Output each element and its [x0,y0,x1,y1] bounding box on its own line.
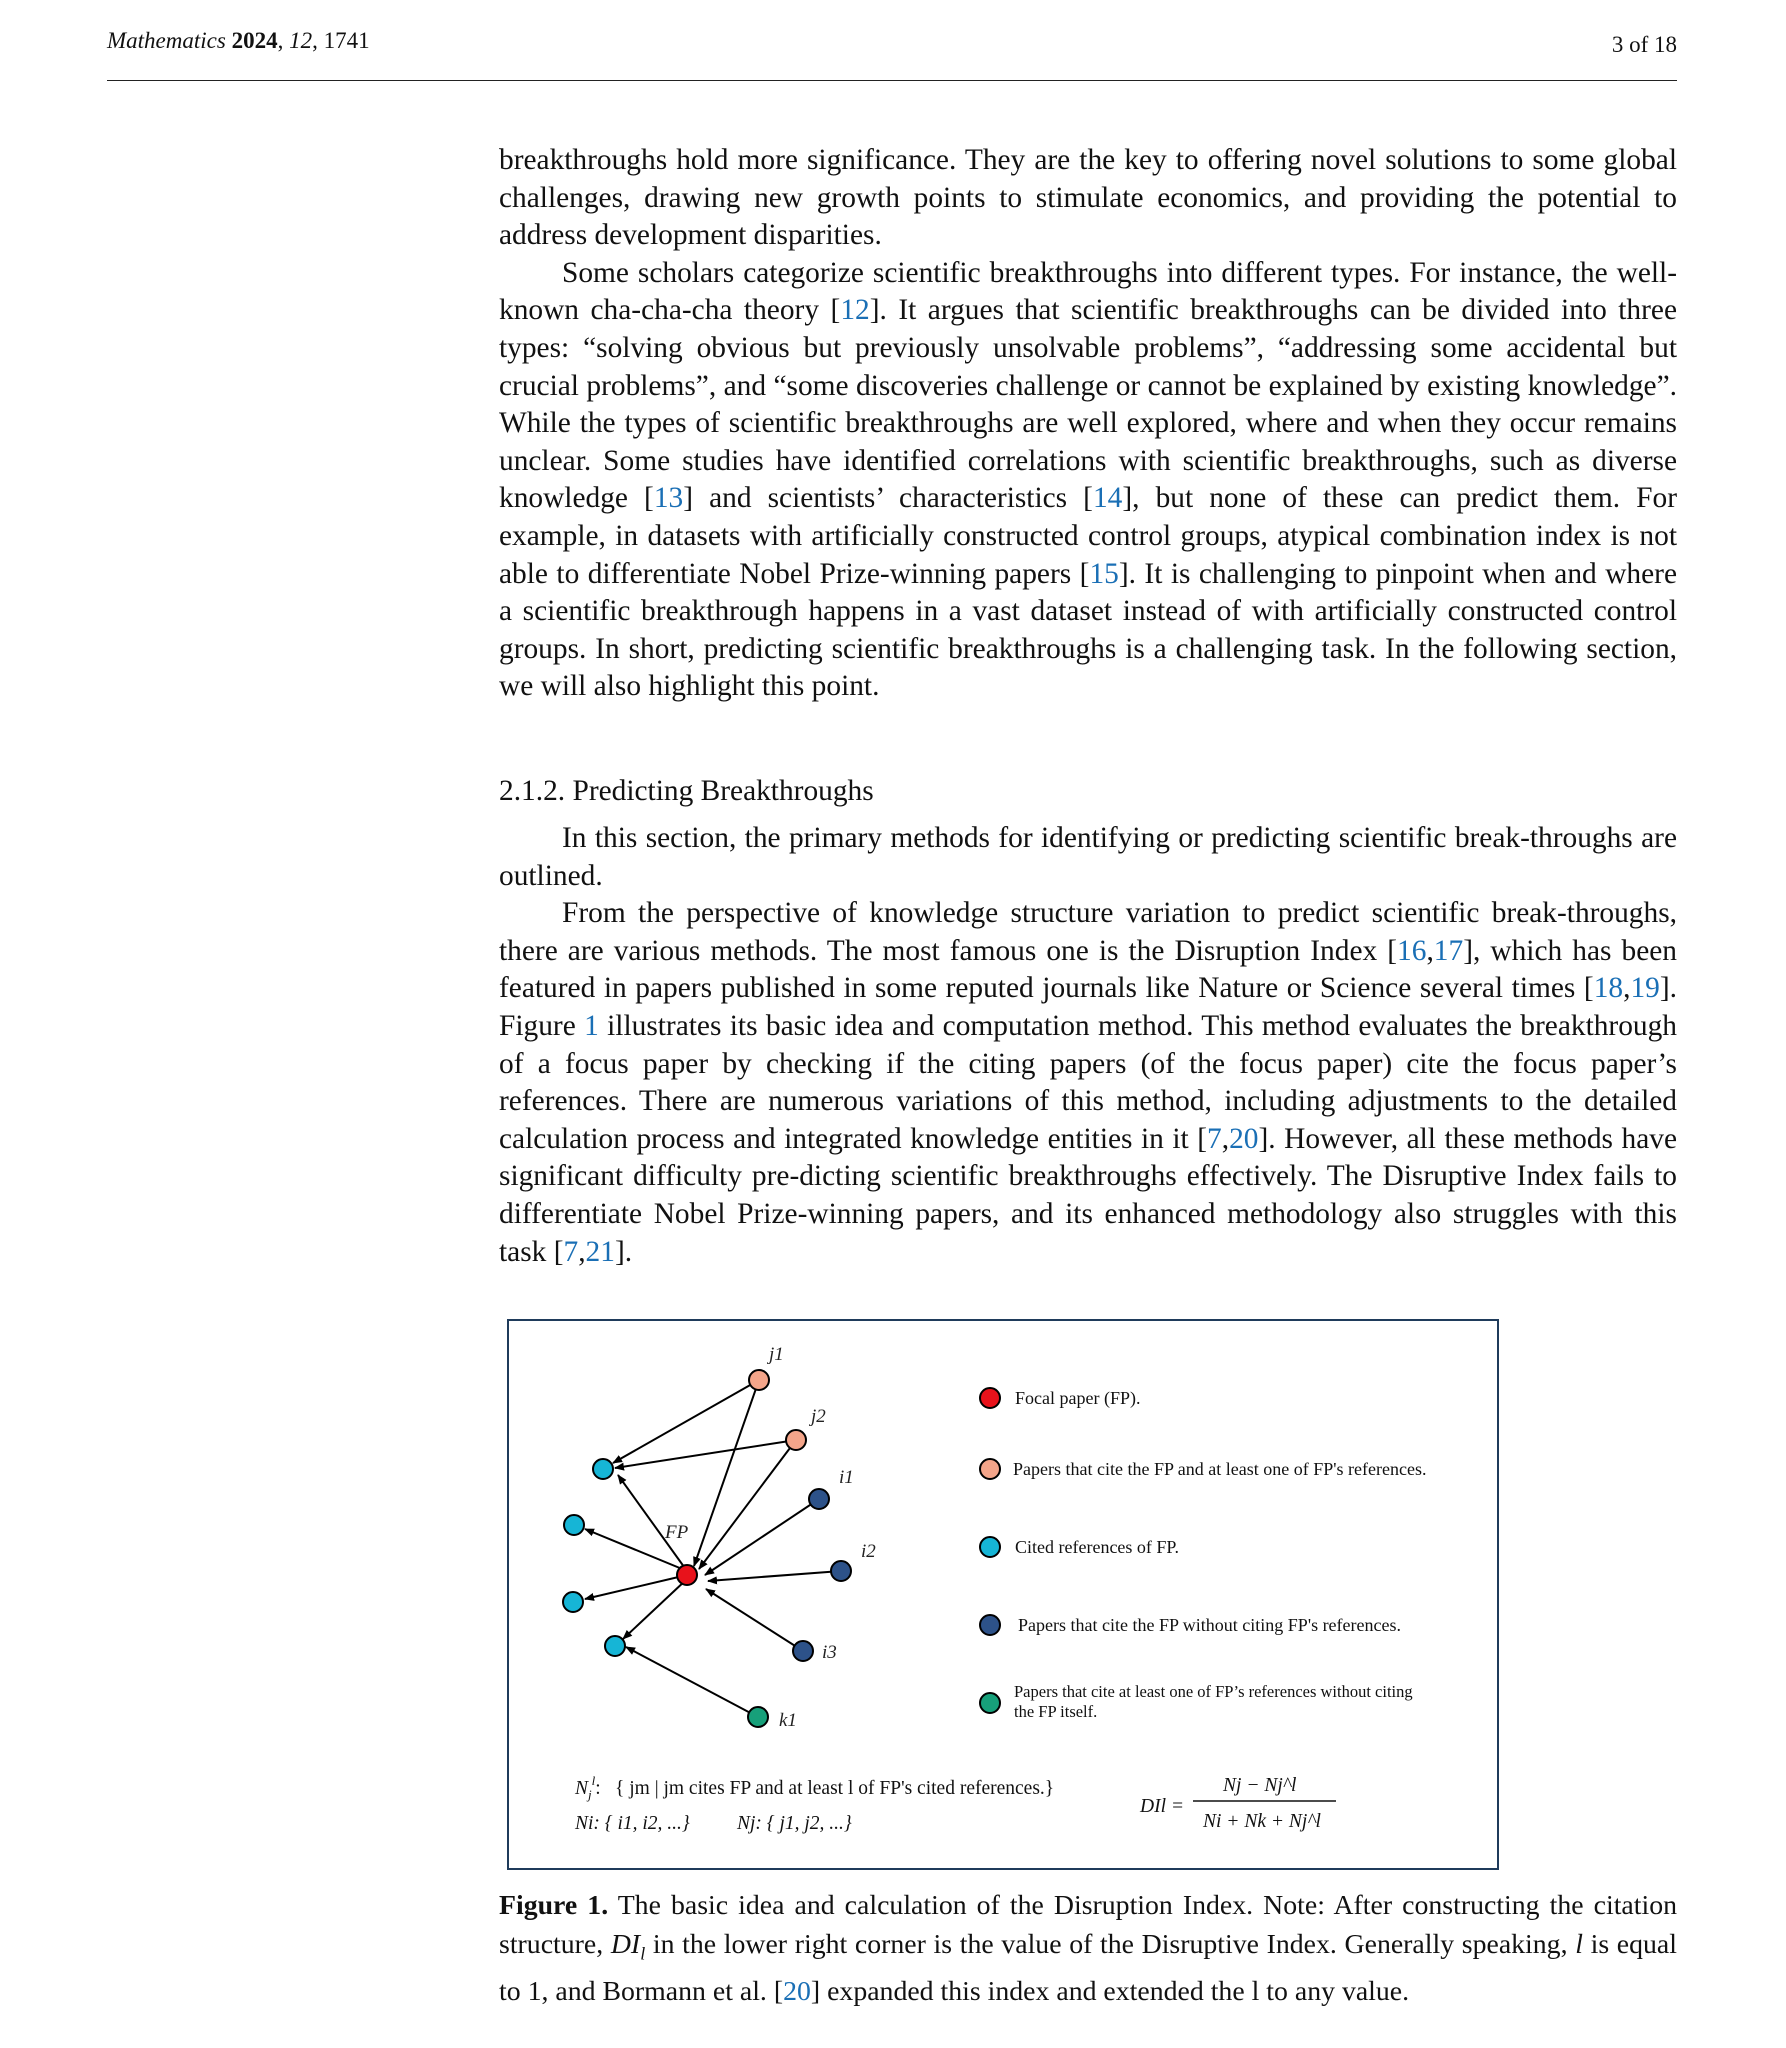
formula-numerator: Nj − Nj^l [1223,1775,1297,1796]
paragraph-1: breakthroughs hold more significance. They are the key to offering novel solutions to some global challenges, drawing new growth points to stimulate economics, and providing the potential to address development disparities. [499,144,1677,252]
label-i3: i3 [822,1642,837,1663]
legend-cite-refs-only-2: the FP itself. [1014,1702,1098,1721]
label-fp: FP [665,1522,689,1543]
label-i2: i2 [861,1541,876,1562]
journal-name: Mathematics [107,28,226,53]
formula-def-ni: Ni: { i1, i2, ...} [575,1813,690,1834]
legend-cite-fp-only-dot [980,1615,1000,1635]
paragraph-4: From the perspective of knowledge structure variation to predict scientific break-throughs, there are various methods. The most famous one is the Disruption Index [16,17], which has been featured in papers published in some reputed journals like Nature or Science several times [18,19]. Figure 1 illustrates its basic idea and computation method. This method evaluates the breakthrough of a focus paper by checking if the citing papers (of the focus paper) cite the focus paper’s references. There are numerous variations of this method, including adjustments to the detailed calculation process and integrated knowledge entities in it [7,20]. However, all these methods have significant difficulty pre-dicting scientific breakthroughs effectively. The Disruptive Index fails to differentiate Nobel Prize-winning papers, and its enhanced methodology also struggles with this task [7,21]. [499,897,1677,1268]
label-k1: k1 [779,1710,797,1731]
arrow-j2-ref [615,1440,796,1468]
citation-link[interactable]: 15 [1089,557,1119,590]
label-i1: i1 [839,1467,854,1488]
main-text [499,142,1677,706]
section-heading: 2.1.2. Predicting Breakthroughs [499,775,874,807]
arrow-fp-ref3 [585,1575,687,1599]
caption-label: Figure 1. [499,1890,609,1921]
arrow-j2-fp [699,1440,796,1569]
legend [980,1388,1426,1721]
legend-refs: Cited references of FP. [1015,1537,1179,1557]
figure-1 [507,1319,1499,1870]
figure-caption: Figure 1. The basic idea and calculation of the Disruption Index. Note: After constructing the citation structure, $DI_l$ in the lower right corner is the value of the Disruptive Index. Generally speaking, l is equal to 1, and Bormann et al. [20] expanded this index and extended the l to any value. [499,1890,1677,2007]
svg-text:Njl:: $N_j^l$: [575,1773,601,1802]
formula-def-nj2: Nj: { j1, j2, ...} [737,1813,852,1834]
citation-link[interactable]: 12 [840,294,870,327]
node-i2 [831,1561,851,1581]
citation-link[interactable]: 17 [1433,934,1464,967]
node-ref-4 [605,1636,625,1656]
node-fp [677,1565,697,1585]
citation-link[interactable]: 7 [563,1235,579,1268]
legend-focal-dot [980,1388,1000,1408]
node-j2 [786,1430,806,1450]
formula-denominator: Ni + Nk + Nj^l [1203,1811,1321,1832]
paragraph-3: In this section, the primary methods for identifying or predicting scientific break-throughs are outlined. [499,822,1677,892]
journal-citation: Mathematics 2024, 12, 1741 [107,28,370,53]
node-i1 [809,1489,829,1509]
legend-cite-fp-only: Papers that cite the FP without citing FP's references. [1018,1615,1402,1635]
citation-link[interactable]: 18 [1593,972,1624,1005]
citation-link[interactable]: 7 [1207,1122,1222,1155]
disruption-index-diagram [509,1321,1497,1868]
node-ref-1 [593,1459,613,1479]
legend-cite-both-dot [980,1459,1000,1479]
label-j1: j1 [769,1344,784,1365]
citation-arrows [585,1380,841,1717]
arrow-i3-fp [706,1589,803,1651]
formula-def-nj: { jm | jm cites FP and at least l of FP's cited references.} [615,1778,1055,1799]
legend-cite-refs-only-1: Papers that cite at least one of FP’s references without citing [1014,1682,1413,1701]
arrow-i2-fp [708,1571,841,1581]
citation-link[interactable]: 20 [783,1975,811,2007]
main-text-2 [499,820,1677,1271]
citation-link[interactable]: 19 [1630,972,1660,1005]
journal-year: 2024 [231,28,278,53]
arrow-j1-fp [694,1380,759,1566]
label-j2: j2 [811,1406,826,1427]
figure-link[interactable]: 1 [584,1009,599,1042]
legend-focal: Focal paper (FP). [1015,1388,1141,1408]
citation-link[interactable]: 21 [585,1235,615,1268]
journal-volume: 12 [289,28,313,53]
legend-cite-both: Papers that cite the FP and at least one of FP's references. [1013,1459,1427,1479]
citation-link[interactable]: 13 [653,482,684,515]
node-ref-3 [563,1592,583,1612]
citation-link[interactable]: 20 [1229,1122,1259,1155]
node-labels [664,1344,876,1731]
graph-nodes [563,1370,851,1727]
citation-link[interactable]: 16 [1397,934,1427,967]
node-k1 [748,1707,768,1727]
node-i3 [793,1641,813,1661]
formula [574,1773,1336,1834]
legend-refs-dot [980,1537,1000,1557]
page-number: 3 of 18 [1611,32,1677,57]
paragraph-2: Some scholars categorize scientific breakthroughs into different types. For instance, the well-known cha-cha-cha theory [12]. It argues that scientific breakthroughs can be divided into three types: “solving obvious but previously unsolvable problems”, “addressing some accidental but crucial problems”, and “some discoveries challenge or cannot be explained by existing knowledge”. While the types of scientific breakthroughs are well explored, where and when they occur remains unclear. Some studies have identified correlations with scientific breakthroughs, such as diverse knowledge [13] and scientists’ characteristics [14], but none of these can predict them. For example, in datasets with artificially constructed control groups, atypical combination index is not able to differentiate Nobel Prize-winning papers [15]. It is challenging to pinpoint when and where a scientific breakthrough happens in a vast dataset instead of with artificially constructed control groups. In short, predicting scientific breakthroughs is a challenging task. In the following section, we will also highlight this point. [499,256,1678,703]
node-j1 [749,1370,769,1390]
arrow-k1-ref [626,1647,758,1717]
citation-link[interactable]: 14 [1092,482,1123,515]
formula-lhs: DIl = [1140,1796,1185,1817]
legend-cite-refs-only-dot [980,1693,1000,1713]
arrow-j1-ref [613,1380,759,1463]
article-number: 1741 [323,28,370,53]
node-ref-2 [564,1515,584,1535]
page-header [107,28,1677,81]
